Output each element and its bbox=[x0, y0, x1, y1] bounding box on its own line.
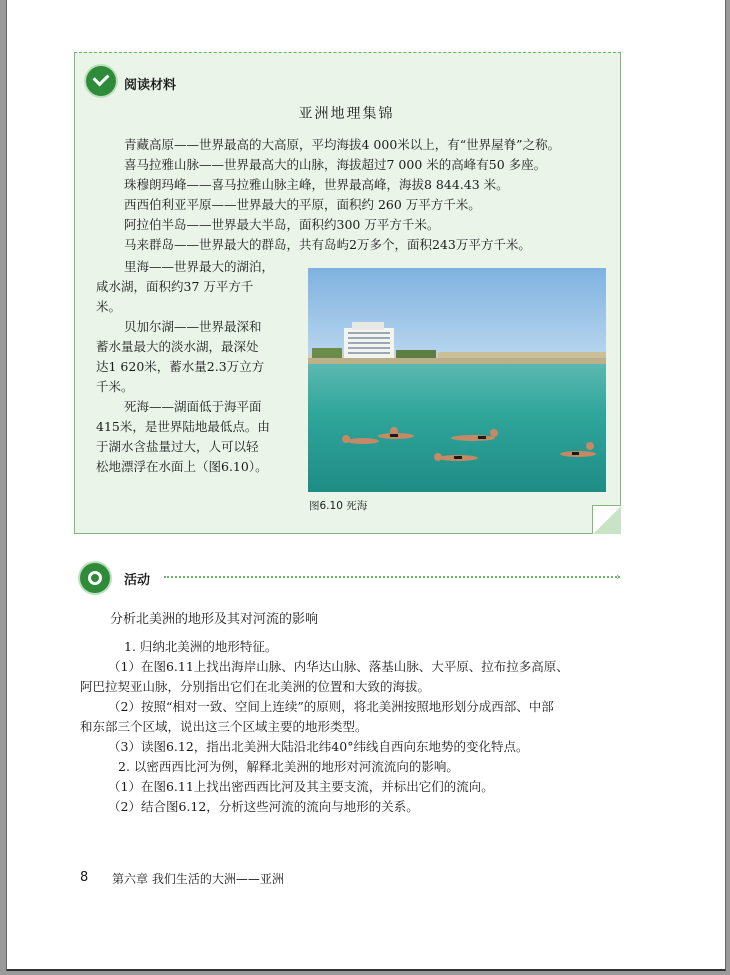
side-line: 千米。 bbox=[96, 379, 134, 394]
reading-line: 西西伯利亚平原——世界最大的平原，面积约 260 万平方千米。 bbox=[124, 197, 481, 212]
activity-line: 2. 以密西西比河为例，解释北美洲的地形对河流流向的影响。 bbox=[118, 759, 459, 774]
reading-line: 阿拉伯半岛——世界最大半岛，面积约300 万平方千米。 bbox=[124, 217, 440, 232]
side-line: 米。 bbox=[96, 299, 122, 314]
activity-line: （2）结合图6.12，分析这些河流的流向与地形的关系。 bbox=[108, 799, 419, 814]
activity-label: 活动 bbox=[124, 573, 151, 588]
checkmark-icon bbox=[86, 66, 116, 96]
activity-line: （1）在图6.11上找出密西西比河及其主要支流，并标出它们的流向。 bbox=[108, 779, 494, 794]
reading-line: 马来群岛——世界最大的群岛，共有岛屿2万多个，面积243万平方千米。 bbox=[124, 237, 531, 252]
side-line: 松地漂浮在水面上（图6.10）。 bbox=[96, 459, 268, 474]
activity-line: 和东部三个区域，说出这三个区域主要的地形类型。 bbox=[80, 719, 368, 734]
reading-line: 珠穆朗玛峰——喜马拉雅山脉主峰，世界最高峰，海拔8 844.43 米。 bbox=[124, 177, 509, 192]
chevron-right-icon: › bbox=[616, 570, 621, 583]
side-line: 达1 620米，蓄水量2.3万立方 bbox=[96, 359, 265, 374]
activity-icon bbox=[80, 563, 110, 593]
activity-line: 1. 归纳北美洲的地形特征。 bbox=[124, 639, 278, 654]
activity-line: （2）按照“相对一致、空间上连续”的原则，将北美洲按照地形划分成西部、中部 bbox=[108, 699, 554, 714]
reading-title: 亚洲地理集锦 bbox=[298, 106, 395, 122]
page-number: 8 bbox=[80, 870, 89, 885]
activity-line: 阿巴拉契亚山脉，分别指出它们在北美洲的位置和大致的海拔。 bbox=[80, 679, 431, 694]
photo-caption: 图6.10 死海 bbox=[309, 500, 368, 512]
side-line: 蓄水量最大的淡水湖，最深处 bbox=[96, 339, 259, 354]
activity-title: 分析北美洲的地形及其对河流的影响 bbox=[110, 612, 319, 627]
side-line: 里海——世界最大的湖泊， bbox=[124, 259, 275, 274]
activity-line: （1）在图6.11上找出海岸山脉、内华达山脉、落基山脉、大平原、拉布拉多高原、 bbox=[108, 659, 569, 674]
page-fold-corner bbox=[592, 505, 621, 534]
activity-line: （3）读图6.12，指出北美洲大陆沿北纬40°纬线自西向东地势的变化特点。 bbox=[108, 739, 529, 754]
side-line: 于湖水含盐量过大，人可以轻 bbox=[96, 439, 259, 454]
reading-label: 阅读材料 bbox=[124, 78, 177, 93]
reading-line: 青藏高原——世界最高的大高原，平均海拔4 000米以上，有“世界屋脊”之称。 bbox=[124, 137, 561, 152]
chapter-footer: 第六章 我们生活的大洲——亚洲 bbox=[112, 872, 284, 886]
dotted-divider bbox=[164, 576, 620, 578]
reading-line: 喜马拉雅山脉——世界最高大的山脉，海拔超过7 000 米的高峰有50 多座。 bbox=[124, 157, 547, 172]
side-line: 咸水湖，面积约37 万平方千 bbox=[96, 279, 254, 294]
side-line: 415米，是世界陆地最低点。由 bbox=[96, 419, 270, 434]
dead-sea-photo bbox=[308, 268, 606, 492]
side-line: 死海——湖面低于海平面 bbox=[124, 399, 262, 414]
side-line: 贝加尔湖——世界最深和 bbox=[124, 319, 262, 334]
